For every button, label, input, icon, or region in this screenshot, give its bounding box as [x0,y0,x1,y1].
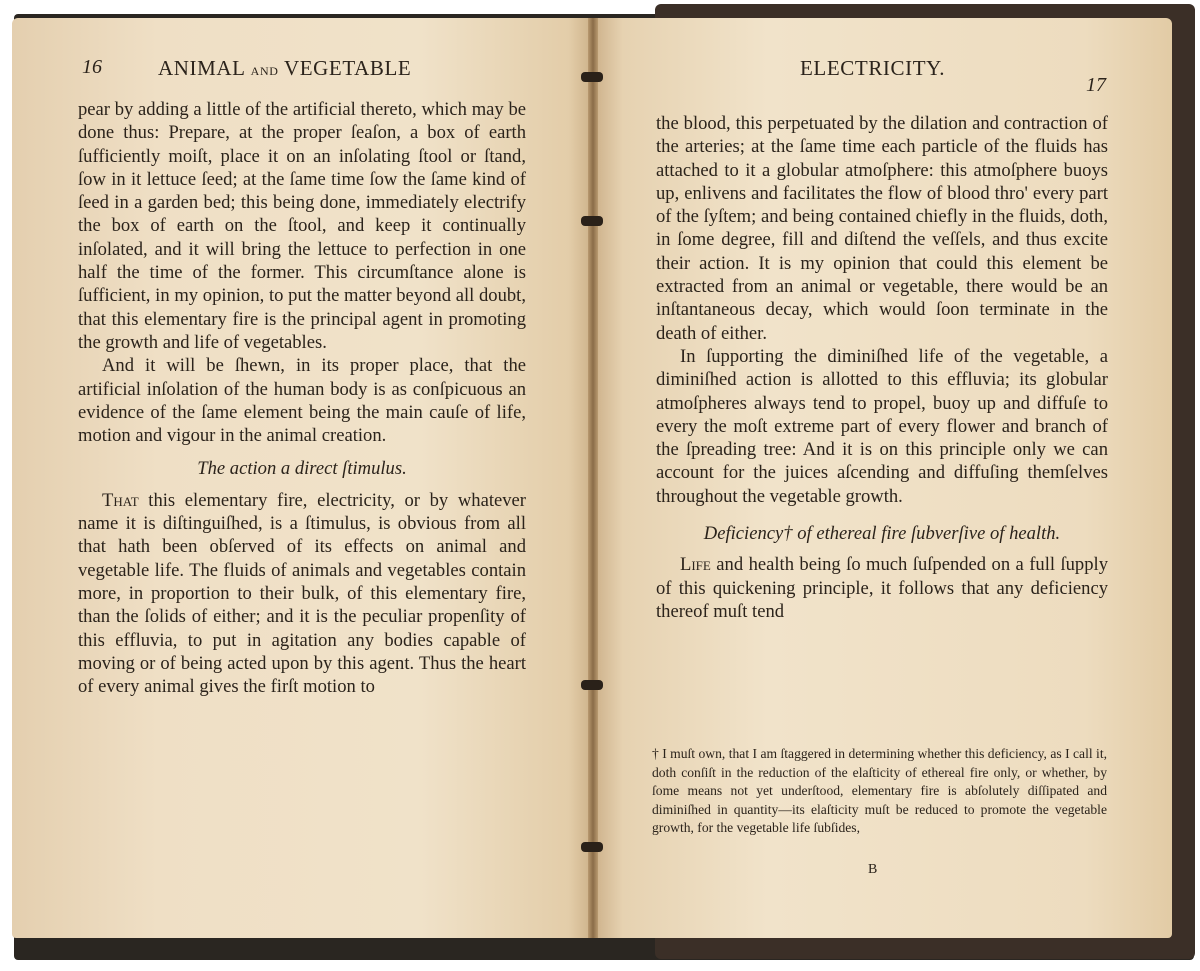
book-gutter [588,18,598,938]
left-page-text [78,98,526,698]
paragraph-body: and health being ſo much ſuſpended on a full ſupply of this quickening principle, it follows that any deficiency thereof muſt tend [656,554,1108,622]
paragraph-lead-word: Life [680,554,711,576]
paragraph: And it will be ſhewn, in its proper place, that the artificial inſolation of the human body is as conſpicuous an evidence of the ſame element being the main cauſe of life, motion and vigour in the animal creation. [78,355,526,447]
running-head-word: ANIMAL [158,56,245,80]
signature-mark: B [868,862,878,877]
paragraph [656,553,1108,623]
binding-stitch [581,842,603,852]
paragraph-body: this elementary fire, electricity, or by whatever name it is diſtinguiſhed, is a ſtimulus, is obvious from all that hath been obſerved of its effects on animal and vegetable life. The fluids of animals and vegetables contain more, in proportion to their bulk, of this elementary fire, than the ſolids of either; and it is the peculiar propenſity of this effluvia, to put in agitation any bodies capable of moving or of being acted upon by this agent. Thus the heart of every animal gives the firſt motion to [78,489,526,698]
page-number-right: 17 [1086,74,1106,96]
right-page-text [656,112,1108,623]
running-head-word: and [250,60,279,79]
binding-stitch [581,72,603,82]
running-head-word: VEGETABLE [283,56,412,80]
section-heading: Deficiency† of ethereal fire ſubverſive of health. [703,523,1061,545]
paragraph: the blood, this perpetuated by the dilation and contraction of the arteries; at the ſame time each particle of the fluids has attached to it a globular atmoſphere: this atmoſphere buoys up, enlivens and facilitates the flow of blood thro' every part of the ſyſtem; and being contained chiefly in the fluids, doth, in ſome degree, fill and diſtend the veſſels, and thus excite their action. It is my opinion that could this element be extracted from an animal or vegetable, there would be an inſtantaneous decay, which would ſoon terminate in the death of either. [656,113,1108,344]
paragraph-lead-word: That [102,489,139,511]
page-number-left: 16 [82,56,102,78]
binding-stitch [581,680,603,690]
paragraph [78,489,526,699]
paragraph: pear by adding a little of the artificial thereto, which may be done thus: Prepare, at the proper ſeaſon, a box of earth ſufficiently moiſt, place it on an inſolating ſtool or ſtand, ſow in it lettuce ſeed; at the ſame time ſow the ſame kind of ſeed in a garden bed; this being done, immediately electrify the box of earth on the ſtool, and keep it continually inſolated, and it will bring the lettuce to perfection in one half the time of the former. This circumſtance alone is ſufficient, in my opinion, to put the matter beyond all doubt, that this elementary fire is the principal agent in promoting the growth and life of vegetables. [78,99,526,353]
binding-stitch [581,216,603,226]
paragraph: In ſupporting the diminiſhed life of the vegetable, a diminiſhed action is allotted to this effluvia; its globular atmoſpheres always tend to propel, buoy up and diffuſe to every the moſt extreme part of every flower and branch of the ſpreading tree: And it is on this principle only we can account for the juices aſcending and diffuſing themſelves throughout the vegetable growth. [656,345,1108,507]
running-head-left [158,56,411,81]
section-heading: The action a direct ſtimulus. [197,458,407,480]
running-head-right: ELECTRICITY. [800,56,946,80]
footnote: † I muſt own, that I am ſtaggered in determining whether this deficiency, as I call it, doth conſiſt in the reduction of the elaſticity of ethereal fire only, or whether, by ſome means not yet underſtood, elementary fire is abſolutely diſſipated and diminiſhed in quantity—its elaſticity muſt be reduced to promote the vegetable growth, for the vegetable life ſubſides, [652,746,1107,836]
